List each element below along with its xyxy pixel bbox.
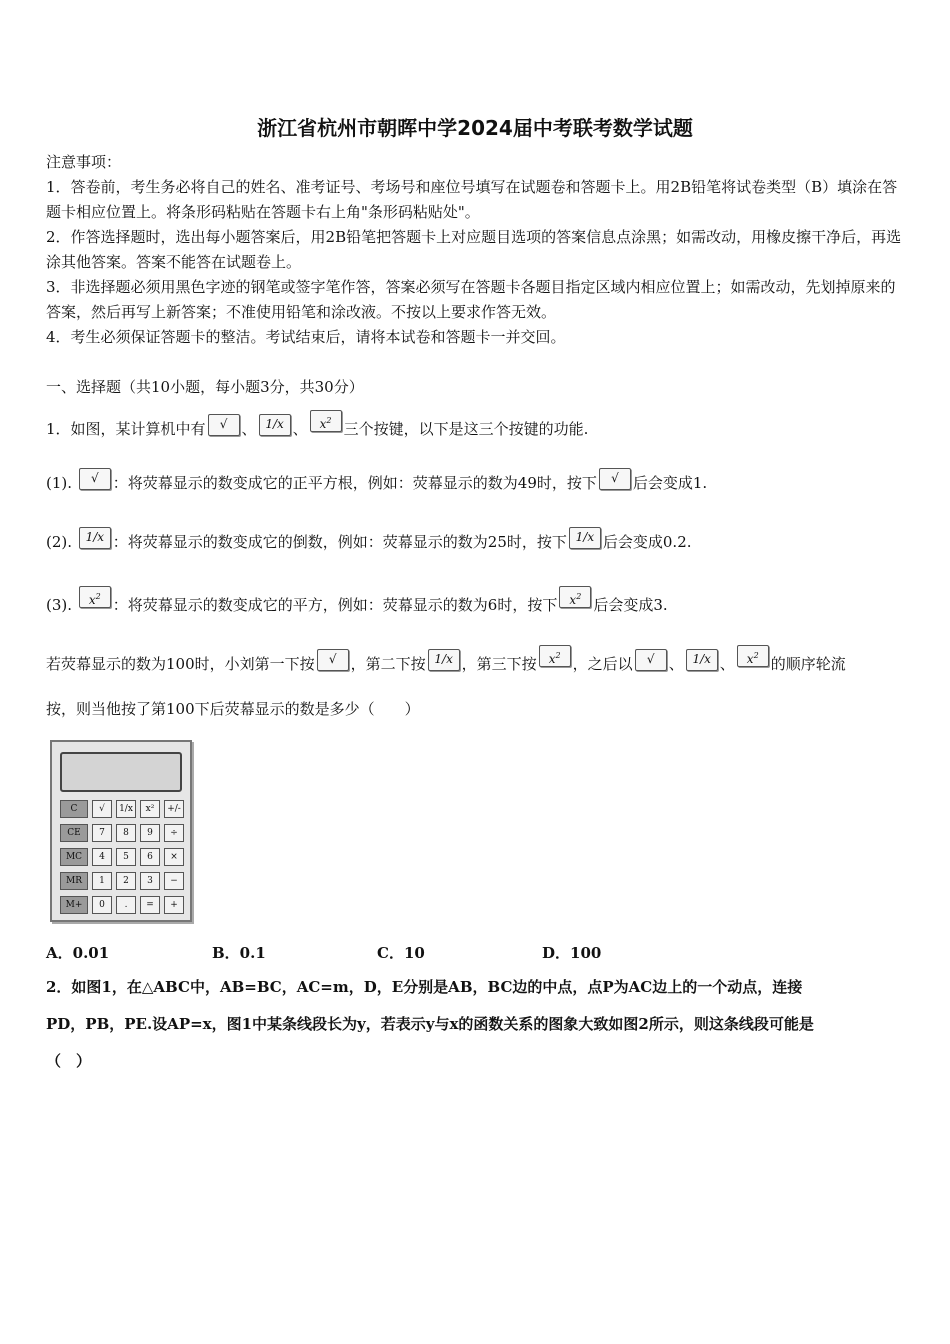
square-key-icon (539, 645, 571, 667)
function-text: ：将荧幕显示的数变成它的正平方根，例如：荧幕显示的数为49时，按下 (112, 474, 597, 492)
sqrt-key-icon (208, 414, 240, 436)
q2-line-3: （ ） (46, 1052, 92, 1070)
calculator-key: ÷ (164, 824, 184, 842)
calculator-screen (60, 752, 182, 792)
reciprocal-key-label: 1/x (434, 652, 453, 666)
sqrt-key-label: √ (90, 471, 99, 485)
calculator-key: 6 (140, 848, 160, 866)
square-key-base: x (746, 652, 754, 666)
separator: 、 (719, 655, 735, 673)
calculator-key: 8 (116, 824, 136, 842)
q2-line-2: PD，PB，PE.设AP=x，图1中某条线段长为y，若表示y与x的函数关系的图象大致如图2所示，则这条线段可能是 (46, 1015, 814, 1033)
calculator-key: 3 (140, 872, 160, 890)
q1-intro (46, 410, 588, 439)
q1-intro-text: 1．如图，某计算机中有 (46, 420, 206, 438)
sqrt-key-label: √ (328, 652, 337, 666)
q1-question-cont: 按，则当他按了第100下后荧幕显示的数是多少（ ） (46, 700, 420, 718)
square-key-exp: 2 (576, 592, 582, 601)
square-key-base: x (88, 593, 96, 607)
page-title: 浙江省杭州市朝晖中学2024届中考联考数学试题 (257, 116, 693, 140)
reciprocal-key-icon (428, 649, 460, 671)
square-key-exp: 2 (326, 416, 332, 425)
function-text: 后会变成1. (632, 474, 708, 492)
square-key-base: x (548, 652, 556, 666)
reciprocal-key-label: 1/x (575, 530, 595, 544)
q1-function-2 (46, 527, 692, 552)
function-text: ：将荧幕显示的数变成它的平方，例如：荧幕显示的数为6时，按下 (112, 596, 558, 614)
calculator-key: × (164, 848, 184, 866)
sqrt-key-label: √ (646, 652, 655, 666)
calculator-key: 1/x (116, 800, 136, 818)
separator: 、 (668, 655, 684, 673)
question-text: ，第二下按 (350, 655, 426, 673)
square-key-icon (559, 586, 591, 608)
sqrt-key-icon (79, 468, 111, 490)
calculator-key: MC (60, 848, 88, 866)
notice-item: 4．考生必须保证答题卡的整洁。考试结束后，请将本试卷和答题卡一并交回。 (46, 328, 566, 346)
sqrt-key-icon (599, 468, 631, 490)
square-key-icon (737, 645, 769, 667)
function-label: (3). (46, 596, 73, 614)
calculator-key: C (60, 800, 88, 818)
square-key-icon (310, 410, 342, 432)
sqrt-key-icon (635, 649, 667, 671)
question-text: 的顺序轮流 (770, 655, 846, 673)
section-heading: 一、选择题（共10小题，每小题3分，共30分） (46, 378, 364, 396)
calculator-key: 9 (140, 824, 160, 842)
calculator-key: CE (60, 824, 88, 842)
separator: 、 (241, 420, 257, 438)
calculator-key: 2 (116, 872, 136, 890)
calculator-key: +/- (164, 800, 184, 818)
square-key-base: x (569, 593, 577, 607)
question-text: 若荧幕显示的数为100时，小刘第一下按 (46, 655, 315, 673)
reciprocal-key-icon (686, 649, 718, 671)
reciprocal-key-icon (569, 527, 601, 549)
function-text: ：将荧幕显示的数变成它的倒数，例如：荧幕显示的数为25时，按下 (112, 533, 567, 551)
calculator-key: x² (140, 800, 160, 818)
calculator-key: − (164, 872, 184, 890)
sqrt-key-label: √ (219, 417, 228, 431)
question-text: ，第三下按 (461, 655, 537, 673)
calculator-key: 4 (92, 848, 112, 866)
square-key-icon (79, 586, 111, 608)
calculator-key: MR (60, 872, 88, 890)
square-key-exp: 2 (95, 592, 101, 601)
calculator-key: 1 (92, 872, 112, 890)
reciprocal-key-label: 1/x (692, 652, 711, 666)
calculator-key: + (164, 896, 184, 914)
calculator-key: . (116, 896, 136, 914)
option-b: B．0.1 (212, 944, 266, 962)
reciprocal-key-label: 1/x (85, 530, 105, 544)
q1-function-3 (46, 586, 668, 615)
square-key-base: x (319, 417, 327, 431)
separator: 、 (292, 420, 308, 438)
calculator-illustration (50, 740, 192, 922)
calculator-key: = (140, 896, 160, 914)
calculator-key: √ (92, 800, 112, 818)
reciprocal-key-icon (259, 414, 291, 436)
q1-question (46, 645, 846, 674)
sqrt-key-label: √ (611, 471, 619, 485)
calculator-keypad (60, 800, 184, 914)
question-text: ，之后以 (572, 655, 633, 673)
function-label: (1). (46, 474, 73, 492)
option-c: C．10 (377, 944, 425, 962)
calculator-key: 5 (116, 848, 136, 866)
notice-heading: 注意事项： (46, 153, 122, 171)
calculator-key: 7 (92, 824, 112, 842)
q1-intro-text: 三个按键，以下是这三个按键的功能. (343, 420, 589, 438)
notice-item: 1．答卷前，考生务必将自己的姓名、准考证号、考场号和座位号填写在试题卷和答题卡上。用2B铅笔将试卷类型（B）填涂在答题卡相应位置上。将条形码粘贴在答题卡右上角"条形码粘贴处"。 (46, 178, 898, 221)
notice-block (46, 150, 906, 350)
reciprocal-key-label: 1/x (265, 417, 284, 431)
calculator-key: 0 (92, 896, 112, 914)
q1-function-1 (46, 468, 707, 493)
sqrt-key-icon (317, 649, 349, 671)
q2-line-1: 2．如图1，在△ABC中，AB=BC，AC=m，D，E分别是AB，BC边的中点，点P为AC边上的一个动点，连接 (46, 978, 803, 996)
function-label: (2). (46, 533, 73, 551)
reciprocal-key-icon (79, 527, 111, 549)
square-key-exp: 2 (753, 651, 759, 660)
square-key-exp: 2 (555, 651, 561, 660)
function-text: 后会变成0.2. (602, 533, 692, 551)
option-d: D．100 (542, 944, 602, 962)
function-text: 后会变成3. (593, 596, 668, 614)
notice-item: 3．非选择题必须用黑色字迹的钢笔或签字笔作答，答案必须写在答题卡各题目指定区域内相应位置上；如需改动，先划掉原来的答案，然后再写上新答案；不准使用铅笔和涂改液。不按以上要求作答无效。 (46, 278, 896, 321)
option-a: A．0.01 (46, 944, 110, 962)
calculator-key: M+ (60, 896, 88, 914)
notice-item: 2．作答选择题时，选出每小题答案后，用2B铅笔把答题卡上对应题目选项的答案信息点涂黑；如需改动，用橡皮擦干净后，再选涂其他答案。答案不能答在试题卷上。 (46, 228, 902, 271)
